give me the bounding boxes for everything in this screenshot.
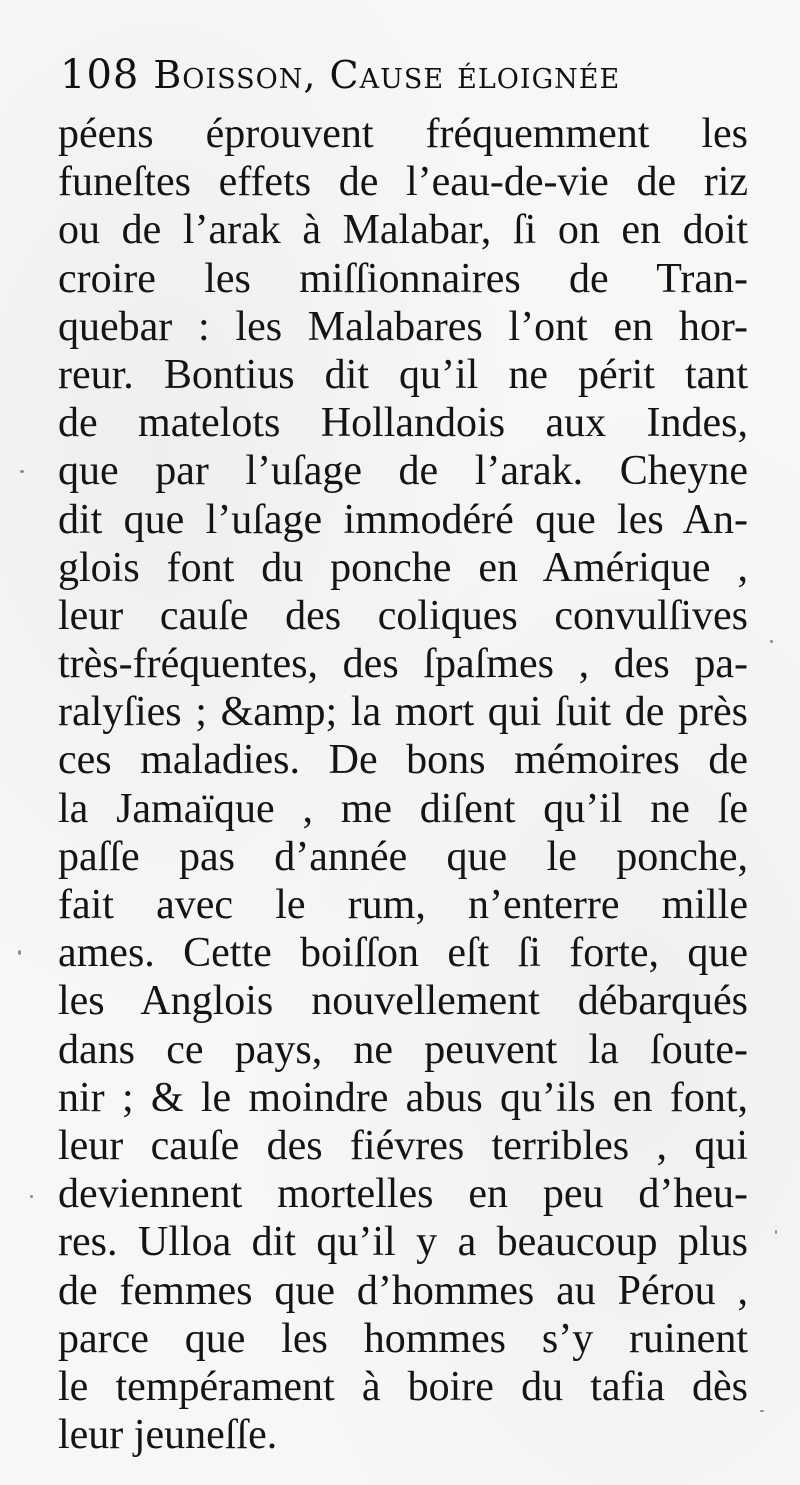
paper-speck [770, 640, 773, 643]
text-line: res. Ulloa dit qu’il y a beaucoup plus [58, 1219, 748, 1266]
paper-speck [18, 950, 21, 955]
text-line: parce que les hommes s’y ruinent [58, 1315, 748, 1362]
text-line: le tempérament à boire du tafia dès [58, 1363, 748, 1410]
running-title: Boisson, Cause éloignée [153, 53, 621, 97]
paper-speck [20, 470, 24, 473]
text-line: que par l’uſage de l’arak. Cheyne [58, 448, 748, 495]
paper-speck [30, 1195, 33, 1198]
text-line: de femmes que d’hommes au Pérou , [58, 1267, 748, 1314]
text-line: ou de l’arak à Malabar, ſi on en doit [58, 207, 748, 254]
text-line: dit que l’uſage immodéré que les An- [58, 496, 748, 543]
running-head [60, 52, 750, 110]
paper-speck [760, 1410, 764, 1412]
text-line: croire les miſſionnaires de Tran- [58, 255, 748, 302]
text-line: la Jamaïque , me diſent qu’il ne ſe [58, 785, 748, 832]
text-line: de matelots Hollandois aux Indes, [58, 400, 748, 447]
text-line: reur. Bontius dit qu’il ne périt tant [58, 351, 748, 398]
text-line: ames. Cette boiſſon eſt ſi forte, que [58, 930, 748, 977]
text-line: leur cauſe des coliques convulſives [58, 592, 748, 639]
page-number: 108 [60, 52, 140, 98]
text-line: glois font du ponche en Amérique , [58, 544, 748, 591]
body-text [58, 110, 748, 1459]
text-line: deviennent mortelles en peu d’heu- [58, 1171, 748, 1218]
text-line: fait avec le rum, n’enterre mille [58, 882, 748, 928]
text-line: nir ; & le moindre abus qu’ils en font, [58, 1074, 748, 1121]
text-line: paſſe pas d’année que le ponche, [58, 833, 748, 880]
text-line: les Anglois nouvellement débarqués [58, 978, 748, 1025]
text-line: leur cauſe des fiévres terribles , qui [58, 1122, 748, 1169]
paper-speck [775, 1230, 777, 1234]
text-line: ces maladies. De bons mémoires de [58, 737, 748, 784]
text-line: péens éprouvent fréquemment les [58, 111, 748, 157]
text-line: quebar : les Malabares l’ont en hor- [58, 303, 748, 350]
text-line: ralyſies ; &amp; la mort qui ſuit de près [58, 689, 748, 736]
text-line: dans ce pays, ne peuvent la ſoute- [58, 1026, 748, 1073]
text-line: leur jeuneſſe. [58, 1412, 278, 1459]
text-line: très-fréquentes, des ſpaſmes , des pa- [58, 641, 748, 688]
text-line: funeſtes effets de l’eau-de-vie de riz [58, 159, 748, 206]
